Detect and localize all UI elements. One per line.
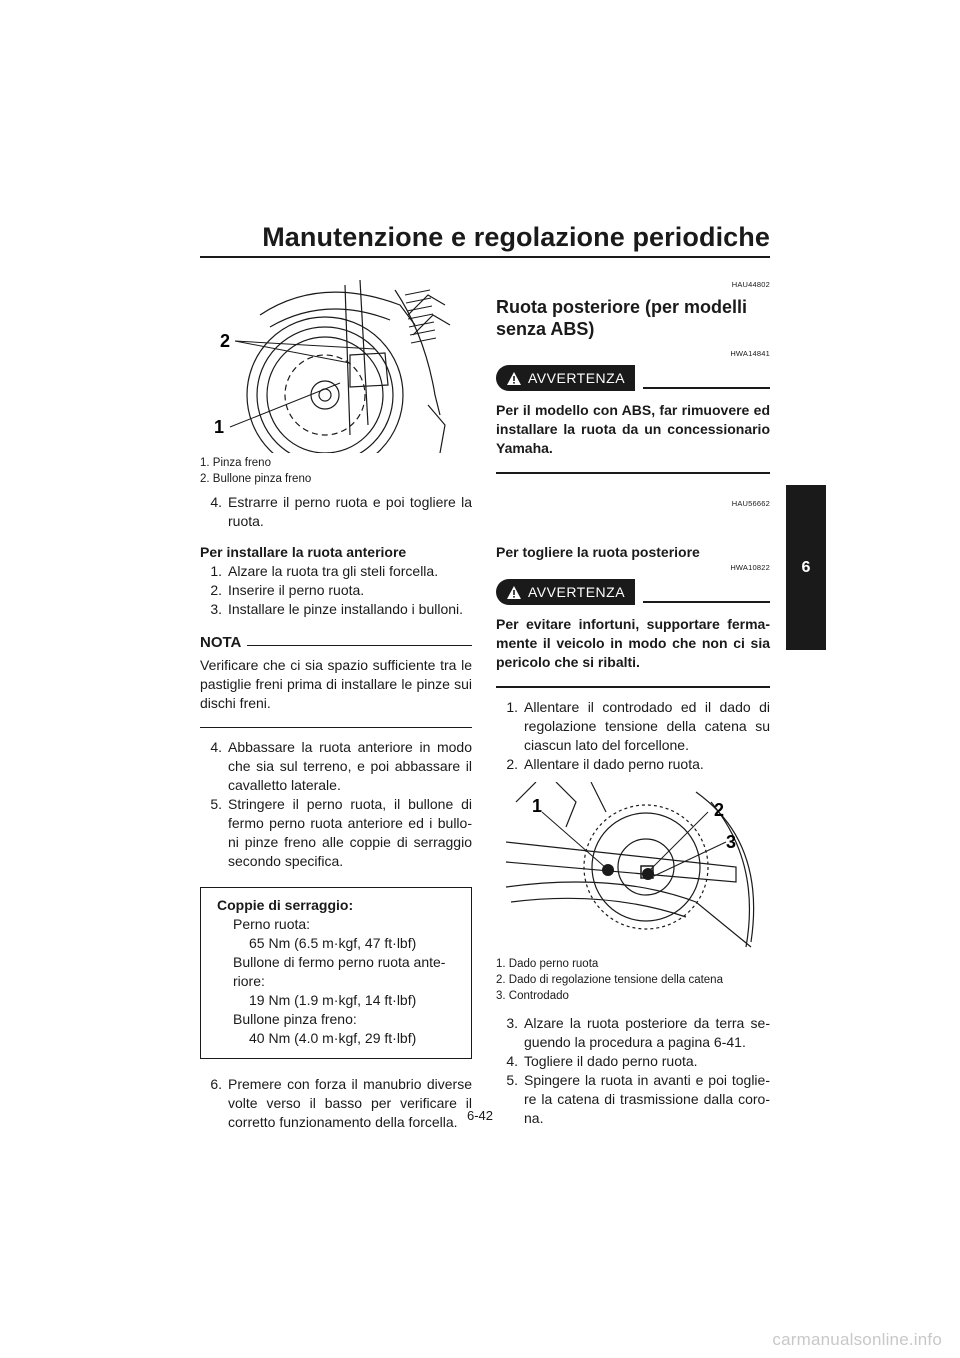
- step-text: Inserire il perno ruota.: [228, 582, 365, 598]
- step-text: Allentare il controdado ed il dado di regolazione tensione della catena su ciascun lato del forcellone.: [524, 699, 770, 753]
- figure-caption: [496, 956, 770, 1004]
- step-text: Alzare la ruota tra gli steli forcella.: [228, 563, 439, 579]
- step-number: 4.: [210, 494, 222, 510]
- warning-badge: [496, 579, 635, 605]
- warning-triangle-icon: [506, 371, 522, 386]
- figure-callout-1: 1: [214, 417, 225, 437]
- step-number: 5.: [210, 796, 222, 812]
- step-item: [200, 795, 472, 871]
- warning-text: Per evitare infortuni, supportare ferma-mente il veicolo in modo che non ci sia pericolo che si ribalti.: [496, 616, 770, 670]
- caption-line: 3. Controdado: [496, 990, 569, 1002]
- step-item: [200, 562, 472, 581]
- step-number: 3.: [506, 1015, 518, 1031]
- steps-list: [200, 1075, 472, 1132]
- step-number: 1.: [210, 563, 222, 579]
- section-code: HAU44802: [731, 280, 770, 289]
- caption-line: 1. Dado perno ruota: [496, 958, 599, 970]
- note-end-rule: [200, 727, 472, 728]
- figure-callout-2: 2: [220, 331, 231, 351]
- right-column: [496, 275, 770, 1128]
- step-number: 6.: [210, 1076, 222, 1092]
- front-wheel-illustration: [200, 275, 472, 453]
- note-label: NOTA: [200, 634, 242, 651]
- warning-rule: [643, 601, 770, 603]
- step-text: Premere con forza il manubrio diverse volte verso il basso per verificare il corretto funzionamento della forcella.: [228, 1076, 472, 1130]
- step-text: Spingere la ruota in avanti e poi toglie-re la catena di trasmissione dalla coro-na.: [524, 1072, 770, 1126]
- step-text: Togliere il dado perno ruota.: [524, 1053, 698, 1069]
- step-text: Abbassare la ruota anteriore in modo che sia sul terreno, e poi abbassare il cavalletto laterale.: [228, 739, 472, 793]
- note-text: Verificare che ci sia spazio sufficiente tra le pastiglie freni prima di installare le pinze sui dischi freni.: [200, 657, 472, 711]
- warning-label: AVVERTENZA: [528, 369, 626, 386]
- step-item: [496, 755, 770, 774]
- section-title: Ruota posteriore (per modelli senza ABS): [496, 297, 748, 339]
- step-number: 4.: [210, 739, 222, 755]
- step-item: [200, 581, 472, 600]
- steps-list: [200, 738, 472, 871]
- spec-line: Bullone pinza freno:: [233, 1011, 357, 1027]
- left-column: [200, 275, 472, 1132]
- chapter-tab: 6: [786, 485, 826, 650]
- spec-value: 40 Nm (4.0 m·kgf, 29 ft·lbf): [249, 1030, 417, 1046]
- step-item: [200, 738, 472, 795]
- step-item: [496, 1071, 770, 1128]
- front-wheel-figure: [200, 275, 472, 453]
- step-item: [496, 698, 770, 755]
- spec-line: riore:: [233, 973, 265, 989]
- section-code: HAU56662: [731, 499, 770, 508]
- caption-line: 2. Bullone pinza freno: [200, 473, 312, 485]
- warning-header: [496, 365, 770, 391]
- step-item: [496, 1014, 770, 1052]
- step-number: 1.: [506, 699, 518, 715]
- spec-title: Coppie di serraggio:: [217, 897, 354, 913]
- step-item: [200, 600, 472, 619]
- step-item: [200, 493, 472, 531]
- step-number: 5.: [506, 1072, 518, 1088]
- spec-line: Perno ruota:: [233, 916, 311, 932]
- caption-line: 1. Pinza freno: [200, 457, 271, 469]
- figure-callout-3: 3: [726, 832, 737, 852]
- warning-end-rule: [496, 686, 770, 688]
- warning-end-rule: [496, 472, 770, 474]
- step-text: Allentare il dado perno ruota.: [524, 756, 704, 772]
- spec-line: Bullone di fermo perno ruota ante-: [233, 954, 446, 970]
- warning-code: HWA10822: [730, 563, 770, 572]
- warning-triangle-icon: [506, 585, 522, 600]
- warning-text: Per il modello con ABS, far rimuovere ed installare la ruota da un concessionario Yamaha.: [496, 402, 770, 456]
- spec-value: 19 Nm (1.9 m·kgf, 14 ft·lbf): [249, 992, 417, 1008]
- page-number: 6-42: [466, 1108, 494, 1123]
- warning-badge: [496, 365, 635, 391]
- step-number: 2.: [210, 582, 222, 598]
- warning-label: AVVERTENZA: [528, 583, 626, 600]
- steps-list: [496, 1014, 770, 1128]
- rear-wheel-illustration: [496, 782, 770, 954]
- page-title: Manutenzione e regolazione periodiche: [262, 222, 770, 252]
- step-text: Stringere il perno ruota, il bullone di fermo perno ruota anteriore ed i bullo-ni pinze freno alle coppie di serraggio secondo specifica.: [228, 796, 472, 869]
- step-number: 4.: [506, 1053, 518, 1069]
- figure-caption: [200, 455, 472, 487]
- steps-list: [496, 698, 770, 774]
- title-rule: [200, 256, 770, 258]
- step-item: [496, 1052, 770, 1071]
- figure-callout-2: 2: [714, 800, 725, 820]
- rear-wheel-figure: [496, 782, 770, 954]
- torque-spec-box: [200, 887, 472, 1059]
- step-number: 2.: [506, 756, 518, 772]
- caption-line: 2. Dado di regolazione tensione della catena: [496, 974, 723, 986]
- step-number: 3.: [210, 601, 222, 617]
- note-rule: [247, 645, 472, 646]
- warning-rule: [643, 387, 770, 389]
- step-text: Estrarre il perno ruota e poi togliere la ruota.: [228, 494, 472, 529]
- warning-code: HWA14841: [730, 349, 770, 358]
- watermark: carmanualsonline.info: [772, 1330, 942, 1349]
- step-text: Installare le pinze installando i bulloni.: [228, 601, 464, 617]
- step-text: Alzare la ruota posteriore da terra se-guendo la procedura a pagina 6-41.: [524, 1015, 770, 1050]
- steps-list: [200, 562, 472, 619]
- spec-value: 65 Nm (6.5 m·kgf, 47 ft·lbf): [249, 935, 417, 951]
- note-header: [200, 633, 472, 652]
- install-heading: Per installare la ruota anteriore: [200, 544, 407, 560]
- remove-heading: Per togliere la ruota posteriore: [496, 544, 700, 560]
- step-item: [200, 1075, 472, 1132]
- steps-list: [200, 493, 472, 531]
- figure-callout-1: 1: [532, 796, 543, 816]
- warning-header: [496, 579, 770, 605]
